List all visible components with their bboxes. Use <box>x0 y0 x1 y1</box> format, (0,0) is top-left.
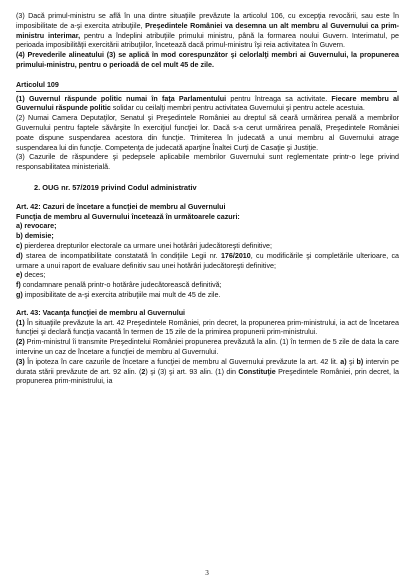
paragraph <box>16 12 399 51</box>
text: (3) Cazurile de răspundere şi pedepsele aplicabile membrilor Guvernului sunt reglementate printr-o lege privind responsabilitatea ministerială. <box>16 153 399 172</box>
bold-text: (1) <box>16 318 25 327</box>
paragraph <box>16 222 399 232</box>
spacer <box>16 173 399 183</box>
bold-text: g) <box>16 290 23 299</box>
paragraph <box>16 203 399 213</box>
paragraph <box>16 338 399 358</box>
paragraph <box>16 51 399 71</box>
text: Prim-ministrul îi transmite Preşedintelui României propunerea prevăzută la alin. (1) în termen de 5 zile de data la care intervine un caz de încetare a funcţiei de membru al Guvernului. <box>16 338 399 356</box>
spacer <box>16 301 399 309</box>
paragraph <box>16 358 399 387</box>
text: pentru întreaga sa activitate. <box>226 94 332 103</box>
text: solidar cu ceilalţi membri pentru activitatea Guvernului şi pentru actele acestuia. <box>110 104 365 113</box>
text: imposibilitate de a-şi exercita atribuţiile mai mult de 45 de zile. <box>22 290 221 299</box>
bold-text: b) <box>356 357 364 366</box>
bold-text: c) <box>16 241 23 250</box>
paragraph <box>16 213 399 223</box>
bold-text: 2. OUG nr. 57/2019 privind Codul administrativ <box>34 182 197 192</box>
text: condamnare penală printr-o hotărâre judecătorească definitivă; <box>20 281 222 290</box>
paragraph <box>16 232 399 242</box>
text: ) şi (3) şi art. 93 alin. (1) din <box>145 367 239 376</box>
section-heading <box>16 183 399 193</box>
text: pierderea drepturilor electorale ca urmare unei hotărâri judecătoreşti definitive; <box>22 241 273 250</box>
heading-underline <box>16 91 397 92</box>
bold-text: 2 <box>141 367 146 376</box>
paragraph <box>16 319 399 339</box>
paragraph <box>16 153 399 173</box>
text: Preşedintele României, prin decret, la propunerea prim-ministrului, ia <box>16 367 399 386</box>
text: intervin pe durata stării prevăzute de art. 92 alin. ( <box>16 357 399 376</box>
bold-text: (4) Prevederile alineatului (3) se aplică în mod corespunzător şi celorlalţi membri ai Guvernului, la propunerea primului-ministru, pentru o perioadă de cel mult 45 de zile. <box>16 51 399 69</box>
bold-text: Art. 43: Vacanţa funcţiei de membru al Guvernului <box>16 308 186 317</box>
spacer <box>16 193 399 203</box>
text: În situaţiile prevăzute la art. 42 Preşedintele României, prin decret, la propunerea prim-ministrului, ia act de încetarea funcţiei şi declară funcţia vacantă în termen de 15 zile de la primirea propunerii prim-ministrului. <box>16 318 399 337</box>
paragraph <box>16 281 399 291</box>
bold-text: (2) <box>16 338 25 347</box>
bold-text: b) demisie; <box>16 232 54 241</box>
paragraph <box>16 252 399 272</box>
bold-text: f) <box>16 281 21 290</box>
paragraph <box>16 242 399 252</box>
text: deces; <box>22 271 46 280</box>
bold-text: e) <box>16 271 23 280</box>
bold-text: Articolul 109 <box>16 80 59 89</box>
text: (3) Dacă primul-ministru se află în una dintre situaţiile prevăzute la articolul 106, cu excepţia revocării, sau este în imposibilitate de a-şi exercita atribuţiile, <box>16 12 399 30</box>
text: , cu modificările şi completările ulterioare, ca urmare a unui raport de evaluare definitiv sau unei hotărâri judecătoreşti definitive; <box>16 251 399 270</box>
document-body <box>0 12 414 387</box>
bold-text: a) <box>340 357 347 366</box>
spacer <box>16 71 399 81</box>
bold-text: Preşedintele României va desemna un alt membru al Guvernului ca prim-ministru interimar, <box>16 21 399 40</box>
bold-text: (3) <box>16 357 25 366</box>
paragraph <box>16 309 399 319</box>
text: pentru a îndeplini atribuţiile primului ministru, până la formarea noului Guvern. Interimatul, pe perioada imposibilităţii exercitării atribuţiilor, încetează dacă primul-ministru îşi reia activitatea în Guvern. <box>16 31 399 50</box>
paragraph <box>16 291 399 301</box>
bold-text: 176/2010 <box>220 251 251 260</box>
text: şi <box>346 357 357 366</box>
bold-text: Constituţie <box>238 367 276 376</box>
text: (2) Numai Camera Deputaţilor, Senatul şi Preşedintele României au dreptul să ceară urmărirea penală a membrilor Guvernului pentru faptele săvârşite în exerciţiul funcţiei lor. Dacă s-a cerut urmărirea penală, Preşedintele României poate dispune suspendarea acestora din funcţie. Trimiterea în judecată a unui membru al Guvernului atrage suspendarea lui din funcţie. Competenţa de judecată aparţine Înaltei Curţi de Casaţie şi Justiţie. <box>16 114 399 152</box>
text: În ipoteza în care cazurile de încetare a funcţiei de membru al Guvernului prevăzute la art. 42 lit. <box>24 357 341 366</box>
bold-text: (1) Guvernul răspunde politic numai în faţa Parlamentului <box>16 94 227 103</box>
bold-text: d) <box>16 251 23 260</box>
page-number: 3 <box>205 569 209 577</box>
bold-text: Art. 42: Cazuri de încetare a funcţiei de membru al Guvernului <box>16 202 226 211</box>
bold-text: Fiecare membru al Guvernului răspunde politic <box>16 94 400 113</box>
paragraph <box>16 114 399 153</box>
text: starea de incompatibilitate constatată în condiţiile Legii nr. <box>22 251 221 260</box>
paragraph <box>16 81 399 91</box>
paragraph <box>16 95 399 115</box>
bold-text: a) revocare; <box>16 222 57 231</box>
paragraph <box>16 271 399 281</box>
bold-text: Funcţia de membru al Guvernului încetează în următoarele cazuri: <box>16 212 240 221</box>
